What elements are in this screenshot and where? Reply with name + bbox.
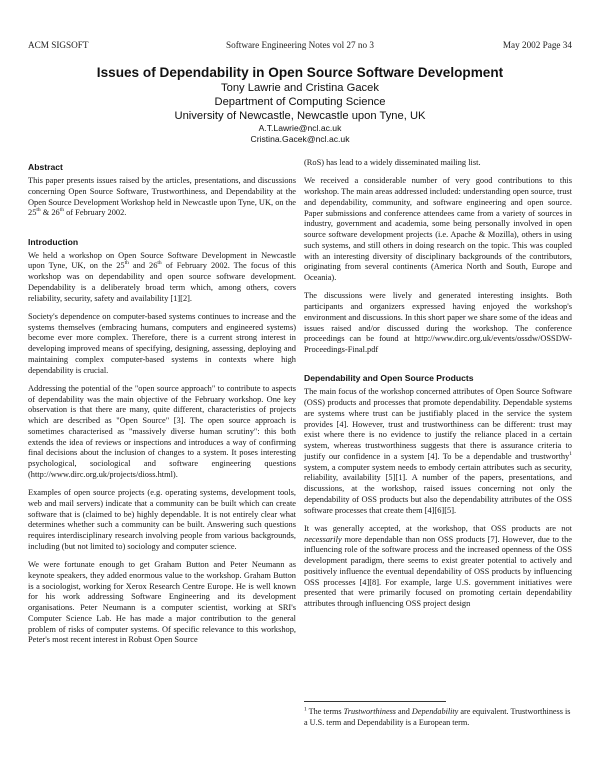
right-paragraph-1: We received a considerable number of very good contributions to this workshop. The main areas addressed included: understanding open source, trust and dependability, community, and software engineering and open source. Paper submissions and conference attendees came from a variety of sources in industry, government and academia, some being personally involved in open source software development projects (i.e. Apache & Mozilla), others in using such systems, and still others in doing research on the topic. This was coupled with an interesting diversity of disciplinary backgrounds of the contributors, originating from several continents (America North and South, Europe and Oceania).: [304, 176, 572, 282]
intro-paragraph-1: We held a workshop on Open Source Software Development in Newcastle upon Tyne, UK, on the 25th and 26th of February 2002. The focus of this workshop was on dependability and open source software development. Dependability is a deliberately broad term which, among others, covers reliability, security, safety and availability [1][2].: [28, 250, 296, 303]
university: University of Newcastle, Newcastle upon Tyne, UK: [174, 110, 426, 122]
authors: Tony Lawrie and Cristina Gacek: [221, 82, 379, 94]
title-block: [0, 64, 600, 145]
continued-text: (RoS) has lead to a widely disseminated mailing list.: [304, 158, 481, 167]
intro-paragraph-5: We were fortunate enough to get Graham Button and Peter Neumann as keynote speakers, they added enormous value to the workshop. Graham Button is a sociologist, working for Xerox Research Centre Europe. He is well known for his work addressing Software Engineering and its development organisations. Peter Neumann is a computer scientist, working at SRI's Computer Science Lab. He has made a major contribution to the general problem of risks of computer systems. Of specific relevance to this workshop, Peter's most recent interest in Robust Open Source: [28, 560, 296, 645]
email-lawrie: A.T.Lawrie@ncl.ac.uk: [258, 123, 342, 133]
footnote-divider: [304, 701, 446, 702]
email-gacek: Cristina.Gacek@ncl.ac.uk: [250, 134, 350, 144]
journal-name: ACM SIGSOFT: [28, 40, 89, 50]
running-head: [28, 40, 572, 54]
paper-title: Issues of Dependability in Open Source Software Development: [96, 65, 504, 80]
introduction-heading: Introduction: [28, 236, 79, 247]
left-column: [28, 162, 296, 654]
footnote-marker: 1: [569, 450, 572, 457]
abstract-text: This paper presents issues raised by the articles, presentations, and discussions concerning Open Source Software, Trustworthiness, and Dependability at the Open Source Development Workshop held in Newcastle upon Tyne, UK, on the 25th & 26th of February 2002.: [28, 176, 296, 218]
journal-volume: Software Engineering Notes vol 27 no 3: [226, 40, 374, 50]
right-paragraph-2: The discussions were lively and generated interesting insights. Both participants and organizers expressed having enjoyed the workshop's environment and discussions. In this short paper we share some of the ideas and issues raised and/or discussed during the workshop. The conference proceedings can be found at http://www.dirc.org.uk/events/ossdw/OSSDW-Proceedings-Final.pdf: [304, 291, 572, 354]
page-date-number: May 2002 Page 34: [502, 40, 572, 50]
dependability-paragraph-2: It was generally accepted, at the workshop, that OSS products are not necessarily more dependable than non OSS products [7]. However, due to the influencing role of the software process and the increased openness of the OSS development paradigm, there seems to exist greater potential to actively and positively influence the eventual dependability of OSS products by influencing OSS processes [4][8]. For example, large U.S. government initiatives were presented that were primarily focused on promoting certain dependability attributes through influencing OSS project design: [304, 523, 572, 608]
department: Department of Computing Science: [214, 96, 386, 108]
abstract-heading: Abstract: [28, 162, 63, 172]
footnote: $^1$ The terms Trustworthiness and Dependability are equivalent. Trustworthiness is a U.S. term and Dependability is a European term.: [304, 706, 571, 727]
dependability-heading: Dependability and Open Source Products: [304, 373, 474, 384]
intro-paragraph-3: Addressing the potential of the "open source approach" to contribute to aspects of dependability was the main objective of the February workshop. One key observation is that there are many, quite different, characteristics of projects which are described as "Open Source" [3]. The open source approach is sometimes characterised as "massively diverse human scrutiny": this both extends the idea of reviews or inspections and introduces a way of confirming final decisions about the inclusion of changes to a system. It poses interesting psychological, sociological and software engineering questions (http://www.dirc.org.uk/projects/dioss.html).: [28, 383, 296, 479]
intro-paragraph-2: Society's dependence on computer-based systems continues to increase and the systems themselves (embracing humans, computers and engineered systems) become ever more complex. Therefore, there is a current strong interest in developing improved means of specifying, designing, assessing, deploying and maintaining complex computer-based systems in contexts where high dependability is crucial.: [28, 311, 296, 375]
intro-paragraph-4: Examples of open source projects (e.g. operating systems, development tools, web and mail servers) indicate that a community can be built which can create software that is (claimed to be) highly dependable. It is not entirely clear what determines whether such a community can be built. Answering such questions requires interdisciplinary research involving people from various backgrounds, including (but not limited to) sociology and computer science.: [28, 488, 296, 551]
dependability-paragraph-1: The main focus of the workshop concerned attributes of Open Source Software (OSS) products and processes that promote dependability. Dependable systems are systems where trust can be justifiably placed in the service the system provides [4]. However, trust and trustworthiness can be different: trust may exist where there is no evidence to justify the reliance placed in a certain system, whereas trustworthiness suggests that there is assurance criteria to justify our confidence in a system [4]. To be a dependable and trustworthy$^1$ system, a computer system needs to embody certain attributes such as security, reliability, availability [5][1]. A number of the papers, presentations, and discussions, at the workshop, raised issues concerning not only the dependability of OSS products but also the dependability attributes of the OSS software processes that create them [4][6][5].: [304, 387, 572, 515]
right-column: [304, 158, 572, 617]
